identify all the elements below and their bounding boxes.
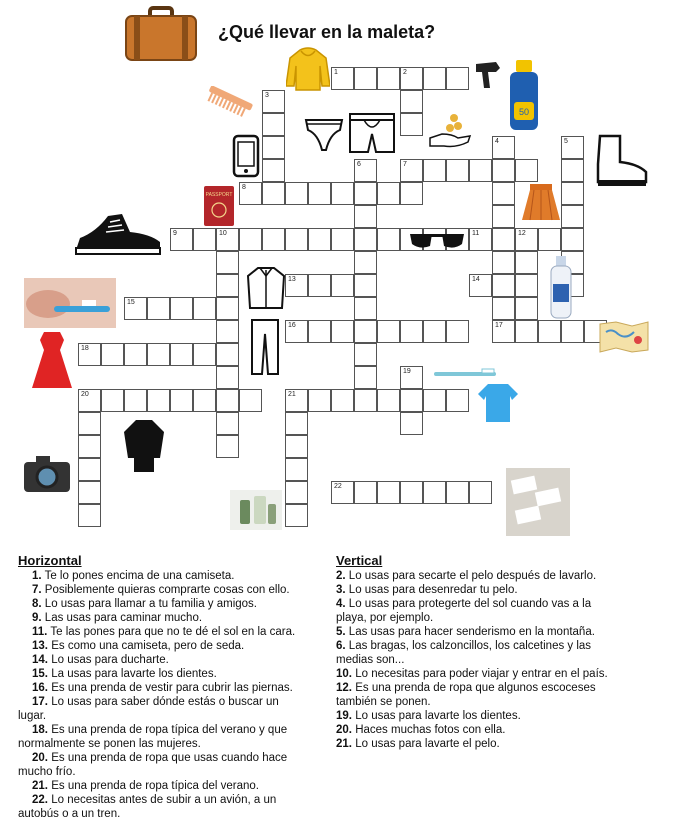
down-clue	[336, 709, 636, 723]
crossword-cell[interactable]	[216, 389, 239, 412]
clue-text: Las usas para caminar mucho.	[44, 612, 203, 624]
crossword-cell[interactable]	[377, 320, 400, 343]
crossword-cell[interactable]	[354, 481, 377, 504]
crossword-cell[interactable]	[331, 320, 354, 343]
trousers-icon	[250, 318, 280, 376]
mobile-phone-icon	[232, 134, 260, 178]
clue-text: Es una prenda de ropa típica del verano y que	[51, 724, 288, 736]
crossword-cell[interactable]	[285, 274, 308, 297]
down-clue	[336, 583, 636, 597]
clue-number: 8.	[32, 598, 42, 610]
sunglasses-icon	[408, 230, 466, 252]
clue-text: Lo usas para lavarte los dientes.	[355, 710, 521, 722]
crossword-cell[interactable]	[515, 274, 538, 297]
crossword-cell[interactable]	[354, 389, 377, 412]
clue-text-continued: lugar.	[18, 710, 47, 722]
across-clue	[18, 751, 318, 779]
down-heading: Vertical	[336, 553, 383, 568]
cell-number: 5	[564, 138, 568, 145]
money-hand-icon	[428, 112, 472, 152]
crossword-cell[interactable]	[492, 205, 515, 228]
crossword-cell[interactable]	[331, 228, 354, 251]
crossword-cell[interactable]	[308, 389, 331, 412]
across-clue	[18, 583, 318, 597]
crossword-cell[interactable]	[216, 320, 239, 343]
crossword-cell[interactable]	[216, 366, 239, 389]
underpants-icon	[304, 116, 344, 154]
clue-number: 13.	[32, 640, 48, 652]
crossword-cell[interactable]	[101, 343, 124, 366]
sneaker-icon	[74, 212, 162, 258]
clue-number: 4.	[336, 598, 346, 610]
cell-number: 9	[173, 230, 177, 237]
toothbrush-photo-icon	[24, 278, 116, 328]
clue-text: Lo usas para desenredar tu pelo.	[348, 584, 518, 596]
clue-number: 22.	[32, 794, 48, 806]
crossword-cell[interactable]	[423, 320, 446, 343]
crossword-cell[interactable]	[561, 136, 584, 159]
page-title: ¿Qué llevar en la maleta?	[218, 22, 436, 42]
crossword-cell[interactable]	[400, 159, 423, 182]
cell-number: 2	[403, 69, 407, 76]
cell-number: 15	[127, 299, 135, 306]
cell-number: 18	[81, 345, 89, 352]
crossword-cell[interactable]	[354, 297, 377, 320]
cell-number: 1	[334, 69, 338, 76]
crossword-cell[interactable]	[193, 297, 216, 320]
crossword-cell[interactable]	[239, 228, 262, 251]
crossword-cell[interactable]	[492, 136, 515, 159]
clue-text-continued: autobús o a un tren.	[18, 808, 121, 820]
across-clue	[18, 695, 318, 723]
clue-text: Lo usas para saber dónde estás o buscar un	[51, 696, 279, 708]
cell-number: 17	[495, 322, 503, 329]
cell-number: 16	[288, 322, 296, 329]
crossword-cell[interactable]	[147, 297, 170, 320]
cell-number: 13	[288, 276, 296, 283]
across-clue	[18, 667, 318, 681]
clue-text: Lo necesitas para poder viajar y entrar en el país.	[355, 668, 608, 680]
crossword-cell[interactable]	[216, 274, 239, 297]
cell-number: 6	[357, 161, 361, 168]
crossword-cell[interactable]	[216, 435, 239, 458]
crossword-cell[interactable]	[446, 481, 469, 504]
across-clue	[18, 653, 318, 667]
crossword-cell[interactable]	[423, 67, 446, 90]
crossword-cell[interactable]	[124, 389, 147, 412]
clue-text-continued: medias son...	[336, 654, 405, 666]
crossword-cell[interactable]	[423, 159, 446, 182]
crossword-cell[interactable]	[423, 481, 446, 504]
cell-number: 20	[81, 391, 89, 398]
crossword-cell[interactable]	[538, 228, 561, 251]
down-clue	[336, 723, 636, 737]
clue-text-continued: playa, por ejemplo.	[336, 612, 434, 624]
crossword-cell[interactable]	[492, 274, 515, 297]
crossword-cell[interactable]	[78, 504, 101, 527]
across-clue	[18, 569, 318, 583]
clue-text: Las usas para hacer senderismo en la montaña.	[348, 626, 595, 638]
crossword-cell[interactable]	[170, 297, 193, 320]
toothbrush-icon	[432, 368, 498, 380]
crossword-cell[interactable]	[561, 228, 584, 251]
down-clue	[336, 681, 636, 709]
crossword-cell[interactable]	[285, 228, 308, 251]
across-clue	[18, 625, 318, 639]
cell-number: 12	[518, 230, 526, 237]
crossword-cell[interactable]	[446, 320, 469, 343]
cell-number: 3	[265, 92, 269, 99]
clue-number: 3.	[336, 584, 346, 596]
crossword-cell[interactable]	[193, 343, 216, 366]
down-clues	[336, 554, 636, 751]
crossword-cell[interactable]	[124, 297, 147, 320]
crossword-cell[interactable]	[400, 320, 423, 343]
across-clue	[18, 793, 318, 821]
comb-icon	[202, 86, 256, 118]
crossword-cell[interactable]	[308, 320, 331, 343]
crossword-cell[interactable]	[561, 159, 584, 182]
cell-number: 22	[334, 483, 342, 490]
clue-number: 18.	[32, 724, 48, 736]
crossword-cell[interactable]	[285, 435, 308, 458]
clue-number: 20.	[336, 724, 352, 736]
hairdryer-icon	[474, 58, 504, 92]
crossword-cell[interactable]	[285, 320, 308, 343]
crossword-cell[interactable]	[515, 297, 538, 320]
crossword-cell[interactable]	[423, 389, 446, 412]
crossword-cell[interactable]	[400, 90, 423, 113]
sweatshirt-icon	[286, 46, 330, 92]
bottles-photo-icon	[230, 490, 282, 530]
clue-text: Las bragas, los calzoncillos, los calcetines y las	[348, 640, 592, 652]
crossword-cell[interactable]	[469, 274, 492, 297]
crossword-cell[interactable]	[377, 67, 400, 90]
clue-number: 17.	[32, 696, 48, 708]
cell-number: 4	[495, 138, 499, 145]
across-clue	[18, 779, 318, 793]
down-clue	[336, 667, 636, 681]
crossword-cell[interactable]	[78, 343, 101, 366]
crossword-cell[interactable]	[377, 389, 400, 412]
boxers-icon	[348, 112, 396, 156]
down-clue	[336, 569, 636, 583]
svg-text:PASSPORT: PASSPORT	[205, 192, 233, 198]
crossword-cell[interactable]	[515, 320, 538, 343]
crossword-cell[interactable]	[331, 274, 354, 297]
crossword-cell[interactable]	[400, 389, 423, 412]
crossword-cell[interactable]	[354, 228, 377, 251]
crossword-cell[interactable]	[170, 343, 193, 366]
crossword-cell[interactable]	[308, 182, 331, 205]
clue-text: Lo usas para lavarte el pelo.	[355, 738, 500, 750]
cell-number: 10	[219, 230, 227, 237]
crossword-cell[interactable]	[515, 159, 538, 182]
shampoo-icon	[548, 254, 574, 320]
clue-text-continued: normalmente se ponen las mujeres.	[18, 738, 201, 750]
clue-text-continued: mucho frío.	[18, 766, 76, 778]
clue-text: Te las pones para que no te dé el sol en la cara.	[50, 626, 296, 638]
down-clue	[336, 639, 636, 667]
clue-number: 20.	[32, 752, 48, 764]
clue-number: 12.	[336, 682, 352, 694]
crossword-cell[interactable]	[239, 182, 262, 205]
crossword-cell[interactable]	[101, 389, 124, 412]
clue-text: Haces muchas fotos con ella.	[355, 724, 506, 736]
crossword-cell[interactable]	[354, 366, 377, 389]
clue-text: Es una prenda de ropa que usas cuando hace	[51, 752, 288, 764]
crossword-cell[interactable]	[538, 320, 561, 343]
clue-text: Lo necesitas antes de subir a un avión, a un	[51, 794, 277, 806]
crossword-cell[interactable]	[78, 389, 101, 412]
crossword-cell[interactable]	[308, 274, 331, 297]
crossword-cell[interactable]	[515, 228, 538, 251]
crossword-cell[interactable]	[492, 251, 515, 274]
across-clue	[18, 723, 318, 751]
crossword-cell[interactable]	[561, 205, 584, 228]
crossword-cell[interactable]	[262, 159, 285, 182]
crossword-cell[interactable]	[285, 458, 308, 481]
clue-text-continued: también se ponen.	[336, 696, 431, 708]
crossword-cell[interactable]	[561, 320, 584, 343]
crossword-cell[interactable]	[285, 481, 308, 504]
crossword-cell[interactable]	[492, 159, 515, 182]
crossword-cell[interactable]	[492, 320, 515, 343]
crossword-cell[interactable]	[377, 182, 400, 205]
crossword-cell[interactable]	[285, 412, 308, 435]
crossword-cell[interactable]	[377, 481, 400, 504]
crossword-cell[interactable]	[354, 67, 377, 90]
crossword-cell[interactable]	[285, 389, 308, 412]
clue-text: Es una prenda de vestir para cubrir las piernas.	[51, 682, 293, 694]
cell-number: 11	[472, 230, 480, 237]
crossword-cell[interactable]	[216, 343, 239, 366]
crossword-cell[interactable]	[354, 343, 377, 366]
crossword-cell[interactable]	[262, 90, 285, 113]
crossword-cell[interactable]	[285, 504, 308, 527]
clue-number: 21.	[32, 780, 48, 792]
clue-number: 5.	[336, 626, 346, 638]
clue-text: Es una prenda de ropa que algunos escoceses	[355, 682, 596, 694]
crossword-cell[interactable]	[400, 67, 423, 90]
crossword-cell[interactable]	[78, 481, 101, 504]
clue-number: 14.	[32, 654, 48, 666]
clue-number: 1.	[32, 570, 42, 582]
clue-number: 15.	[32, 668, 48, 680]
down-clue	[336, 597, 636, 625]
clue-text: La usas para lavarte los dientes.	[51, 668, 217, 680]
crossword-cell[interactable]	[331, 67, 354, 90]
clue-number: 19.	[336, 710, 352, 722]
crossword-cell[interactable]	[354, 320, 377, 343]
clue-number: 7.	[32, 584, 42, 596]
across-clue	[18, 639, 318, 653]
crossword-cell[interactable]	[239, 389, 262, 412]
crossword-cell[interactable]	[377, 228, 400, 251]
crossword-cell[interactable]	[354, 274, 377, 297]
cell-number: 7	[403, 161, 407, 168]
crossword-cell[interactable]	[354, 205, 377, 228]
crossword-cell[interactable]	[331, 389, 354, 412]
across-clues	[18, 554, 318, 821]
crossword-cell[interactable]	[492, 182, 515, 205]
crossword-cell[interactable]	[331, 481, 354, 504]
crossword-cell[interactable]	[561, 182, 584, 205]
crossword-cell[interactable]	[354, 182, 377, 205]
map-icon	[598, 320, 650, 354]
crossword-cell[interactable]	[492, 297, 515, 320]
clue-number: 9.	[32, 612, 42, 624]
across-clue	[18, 597, 318, 611]
cell-number: 14	[472, 276, 480, 283]
crossword-cell[interactable]	[216, 412, 239, 435]
cell-number: 8	[242, 184, 246, 191]
skirt-icon	[520, 180, 562, 226]
crossword-cell[interactable]	[308, 228, 331, 251]
crossword-cell[interactable]	[262, 182, 285, 205]
crossword-cell[interactable]	[262, 228, 285, 251]
crossword-cell[interactable]	[124, 343, 147, 366]
crossword-cell[interactable]	[78, 435, 101, 458]
tickets-photo-icon	[506, 468, 570, 536]
svg-text:50: 50	[518, 107, 530, 117]
crossword-cell[interactable]	[400, 412, 423, 435]
sunscreen-icon	[506, 58, 542, 132]
clue-number: 21.	[336, 738, 352, 750]
crossword-cell[interactable]	[400, 113, 423, 136]
crossword-cell[interactable]	[193, 389, 216, 412]
crossword-cell[interactable]	[147, 343, 170, 366]
crossword-cell[interactable]	[262, 136, 285, 159]
clue-text: Te lo pones encima de una camiseta.	[44, 570, 235, 582]
crossword-cell[interactable]	[216, 228, 239, 251]
crossword-cell[interactable]	[446, 159, 469, 182]
crossword-cell[interactable]	[170, 389, 193, 412]
tshirt-icon	[476, 382, 520, 424]
crossword-cell[interactable]	[446, 389, 469, 412]
crossword-cell[interactable]	[354, 251, 377, 274]
clue-text: Posiblemente quieras comprarte cosas con ello.	[44, 584, 290, 596]
crossword-cell[interactable]	[147, 389, 170, 412]
crossword-cell[interactable]	[515, 251, 538, 274]
across-clue	[18, 681, 318, 695]
clue-text: Lo usas para secarte el pelo después de lavarlo.	[348, 570, 597, 582]
dress-icon	[30, 330, 74, 392]
crossword-cell[interactable]	[170, 228, 193, 251]
clue-text: Lo usas para ducharte.	[51, 654, 169, 666]
clue-number: 16.	[32, 682, 48, 694]
clue-text: Lo usas para protegerte del sol cuando vas a la	[348, 598, 592, 610]
crossword-cell[interactable]	[216, 297, 239, 320]
clue-number: 6.	[336, 640, 346, 652]
clue-number: 11.	[32, 626, 48, 638]
coat-icon	[120, 418, 168, 474]
crossword-cell[interactable]	[469, 159, 492, 182]
crossword-cell[interactable]	[78, 458, 101, 481]
crossword-cell[interactable]	[446, 67, 469, 90]
camera-icon	[22, 454, 72, 494]
crossword-cell[interactable]	[331, 182, 354, 205]
clue-text: Lo usas para llamar a tu familia y amigos.	[44, 598, 258, 610]
crossword-cell[interactable]	[262, 113, 285, 136]
crossword-cell[interactable]	[354, 159, 377, 182]
cell-number: 21	[288, 391, 296, 398]
crossword-cell[interactable]	[400, 481, 423, 504]
across-heading: Horizontal	[18, 553, 82, 568]
clue-text: Es como una camiseta, pero de seda.	[51, 640, 245, 652]
cell-number: 19	[403, 368, 411, 375]
crossword-cell[interactable]	[400, 182, 423, 205]
across-clue	[18, 611, 318, 625]
crossword-cell[interactable]	[78, 412, 101, 435]
passport-icon	[202, 184, 236, 228]
crossword-cell[interactable]	[400, 366, 423, 389]
suitcase-icon	[124, 6, 198, 62]
crossword-cell[interactable]	[216, 251, 239, 274]
crossword-cell[interactable]	[492, 228, 515, 251]
clue-text: Es una prenda de ropa típica del verano.	[51, 780, 259, 792]
clue-number: 10.	[336, 668, 352, 680]
hiking-boot-icon	[594, 134, 650, 188]
crossword-cell[interactable]	[285, 182, 308, 205]
clue-number: 2.	[336, 570, 346, 582]
crossword-cell[interactable]	[469, 228, 492, 251]
crossword-cell[interactable]	[469, 481, 492, 504]
shirt-icon	[246, 266, 286, 310]
down-clue	[336, 625, 636, 639]
crossword-cell[interactable]	[193, 228, 216, 251]
down-clue	[336, 737, 636, 751]
